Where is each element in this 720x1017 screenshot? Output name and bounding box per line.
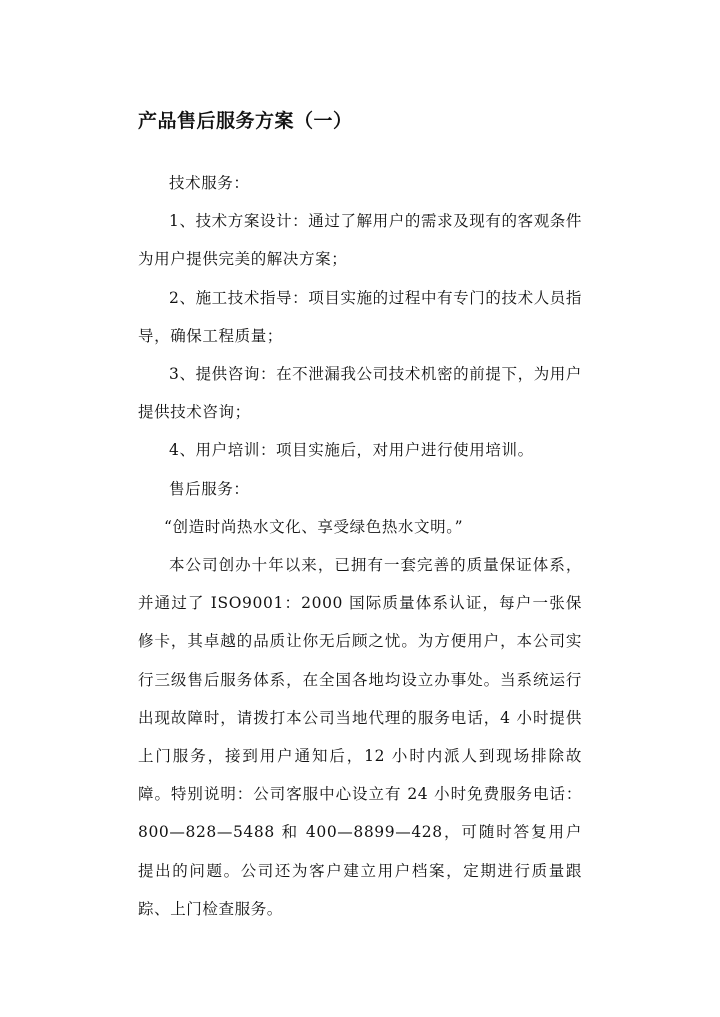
technical-item-1: 1、技术方案设计：通过了解用户的需求及现有的客观条件为用户提供完美的解决方案； bbox=[138, 212, 582, 269]
page-title: 产品售后服务方案（一） bbox=[138, 110, 353, 132]
after-sales-body: 本公司创办十年以来，已拥有一套完善的质量保证体系，并通过了 ISO9001：2000 国际质量体系认证，每户一张保修卡，其卓越的品质让你无后顾之忧。为方便用户，本公司实行三级售后服务体系，在全国各地均设立办事处。当系统运行出现故障时，请拨打本公司当地代理的服务电话，4 小时提供上门服务，接到用户通知后，12 小时内派人到现场排除故障。特别说明：公司客服中心设立有 24 小时免费服务电话：800—828—5488 和 400—8899—428，可随时答复用户提出的问题。公司还为客户建立用户档案，定期进行质量跟踪、上门检查服务。 bbox=[138, 556, 582, 918]
technical-item-2: 2、施工技术指导：项目实施的过程中有专门的技术人员指导，确保工程质量； bbox=[138, 288, 582, 345]
technical-item-4: 4、用户培训：项目实施后，对用户进行使用培训。 bbox=[169, 441, 534, 460]
technical-item-3: 3、提供咨询：在不泄漏我公司技术机密的前提下，为用户提供技术咨询； bbox=[138, 365, 582, 422]
technical-service-heading: 技术服务： bbox=[169, 174, 250, 192]
slogan-quote: “创造时尚热水文化、享受绿色热水文明。” bbox=[164, 517, 464, 536]
after-sales-heading: 售后服务： bbox=[169, 479, 250, 498]
